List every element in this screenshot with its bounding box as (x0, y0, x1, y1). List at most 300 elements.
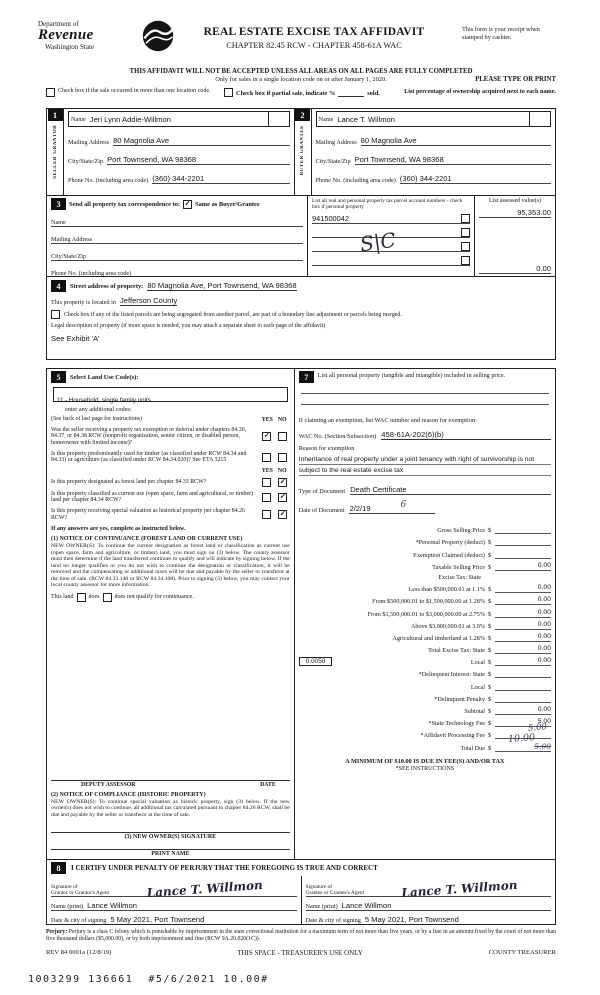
document-type-row (299, 485, 551, 495)
buyer-address-label: Mailing Address (315, 139, 357, 146)
fee-row-tier4 (299, 621, 551, 630)
fee-amount: 5.00 (495, 718, 551, 727)
county-row (51, 296, 551, 306)
fee-label: *State Technology Fee (428, 720, 485, 728)
seller-grantor-vertical-label (53, 125, 58, 179)
dollar-sign: $ (488, 551, 492, 559)
section-4-number: 4 (51, 280, 66, 292)
grantor-signature-handwriting: Lance T. Willmon (146, 877, 264, 901)
land-use-code-field[interactable] (53, 387, 288, 402)
parcel-2-personal-checkbox[interactable] (461, 228, 470, 237)
fee-row-agricultural (299, 633, 551, 642)
dollar-sign: $ (488, 634, 492, 642)
buyer-side-strip (295, 109, 312, 195)
grantor-name-print-value: Lance Willmon (87, 901, 137, 910)
handwritten-date-digit: 6 (400, 500, 407, 510)
buyer-phone-label: Phone No. (including area code) (315, 177, 396, 184)
document-date-value[interactable]: 2/2/19 (349, 504, 435, 514)
checkbox-mark: ✓ (263, 431, 270, 440)
legal-description-row (51, 323, 551, 330)
q5-no-checkbox[interactable] (278, 510, 287, 519)
seller-phone-value: (360) 344-2201 (152, 174, 289, 184)
notice-compliance-body: NEW OWNER(S): To continue special valuation as historic property, sign (3) below. If the new owner(s) does not wish to continue, all additional tax calculated pursuant to chapter 84.26 RCW, shall be due and payable by the seller or transferor at the time of sale. (51, 798, 290, 818)
assessed-values-column (474, 196, 555, 276)
fee-amount[interactable] (495, 669, 551, 678)
dollar-sign: $ (488, 610, 492, 618)
grantee-name-field[interactable] (306, 897, 552, 911)
fee-row-subtotal (299, 706, 551, 715)
additional-codes-label: enter any additional codes: (65, 406, 132, 413)
same-as-buyer-label: Same as Buyer/Grantee (195, 200, 260, 208)
land-use-select-label: Select Land Use Code(s): (70, 373, 139, 381)
fee-table (299, 522, 551, 752)
buyer-vlabel-2: GRANTEE (300, 125, 306, 154)
document-type-label: Type of Document (298, 488, 346, 495)
grantee-date-field[interactable] (306, 911, 552, 924)
affidavit-form (38, 18, 556, 957)
section-2-buyer (294, 108, 556, 196)
grantee-name-print-value: Lance Willmon (341, 901, 392, 910)
segregated-checkbox[interactable] (51, 310, 60, 319)
land-use-code-value: 11 - Household, single family units (57, 397, 151, 404)
send-correspondence-label: Send all property tax correspondence to: (69, 200, 181, 208)
fee-label: *Delinquent Penalty (434, 695, 485, 703)
correspondence-city-field[interactable] (51, 251, 303, 261)
seller-name-value: Jeri Lynn Addie-Willmon (89, 114, 171, 124)
grantee-certification-column (301, 876, 556, 924)
fee-amount[interactable] (495, 550, 551, 559)
seller-name-label: Name (71, 115, 86, 123)
assessed-value: 95,353.00 (479, 208, 551, 218)
fee-label: Above $3,000,000.01 at 3.0% (410, 622, 485, 630)
deputy-assessor-label: DEPUTY ASSESSOR (81, 781, 136, 788)
fee-label: Agricultural and timberland at 1.28% (392, 634, 485, 642)
fee-amount: 0.00 (495, 657, 551, 666)
grantor-sig-label-line1: Signature of (51, 884, 78, 890)
section-8-number: 8 (51, 862, 66, 874)
single-location-note: Only for sales in a single location code on or after January 1, 2020. (215, 76, 387, 83)
buyer-grantee-vertical-label (300, 125, 305, 175)
buyer-city-value: Port Townsend, WA 98368 (355, 155, 551, 165)
does-not-label: does not qualify for continuance. (114, 594, 194, 601)
receipt-note: This form is your receipt when stamped by cashier. (462, 26, 540, 41)
dollar-sign: $ (488, 744, 492, 752)
perjury-text: Perjury is a class C felony which is punishable by imprisonment in the state correctional institution for a maximum term of not more than five years, or by a fine in an amount fixed by the court of not more than five thousand dollars ($5,000.00), or by both imprisonment and fine (RCW 9A.20.020(1C)). (46, 929, 556, 942)
fee-label: From $500,000.01 to $1,500,000.00 at 1.28% (372, 598, 485, 606)
yes-no-header-2 (51, 468, 290, 474)
fee-amount[interactable] (495, 682, 551, 691)
grantee-signature-field[interactable] (305, 876, 552, 901)
correspondence-top-row (51, 198, 303, 210)
question-3-text: Is this property designated as forest land per chapter 84.33 RCW? (51, 478, 207, 485)
fee-row-gross (299, 525, 551, 534)
legal-description-value-row (51, 334, 551, 343)
type-or-print-note: PLEASE TYPE OR PRINT (475, 76, 556, 83)
dollar-sign: $ (488, 695, 492, 703)
correspondence-phone-field[interactable] (51, 268, 303, 277)
fee-label: Less than $500,000.01 at 1.1% (408, 586, 485, 594)
yes-no-header (260, 417, 290, 423)
buyer-phone-field[interactable] (316, 174, 551, 184)
q3-no-checkbox[interactable] (278, 478, 287, 487)
precheck-row (46, 88, 556, 106)
notice-compliance-title: (2) NOTICE OF COMPLIANCE (HISTORIC PROPERTY) (51, 791, 206, 798)
certification-header (47, 860, 555, 876)
question-4-text: Is this property classified as current use (open space, farm and agricultural, or timber) land per chapter 84.34 RCW? (51, 490, 254, 504)
personal-property-label: List all personal property (tangible and intangible) included in selling price. (317, 372, 506, 379)
question-1-text: Was the seller receiving a property tax exemption or deferral under chapters 84.36, 84.37, or 84.38 RCW (nonprofit organization, senior citizen, or disabled person, homeowner with limited income)? (51, 426, 247, 446)
notice-continuance-body: NEW OWNER(S): To continue the current designation as forest land or classification as current use (open space, farm and agriculture, or timber) land, you must sign on (3) below. The county assessor must then determine if the land transferred continues to qualify and will indicate by signing below. If the land no longer qualifies or you do not wish to continue the designation or classification, it will be removed and the compensating or additional taxes will be due and payable by the seller or transferor at the time of sale. (RCW 84.33.140 or RCW 84.34.108). Prior to signing (3) below, you may contact your local county assessor for more information. (51, 543, 290, 589)
handwritten-scribble: S|C (358, 227, 398, 257)
checkbox-mark: ✓ (279, 492, 286, 501)
grantor-signature-label (51, 884, 109, 896)
parcel-numbers-column (307, 196, 474, 276)
seller-fields (64, 109, 294, 195)
dollar-sign: $ (488, 659, 492, 667)
fee-amount: 0.00 (495, 621, 551, 630)
dollar-sign: $ (488, 683, 492, 691)
fee-row-technology-fee (299, 718, 551, 727)
dollar-sign: $ (488, 539, 492, 547)
section-1-number: 1 (48, 109, 63, 121)
section-1-seller (46, 108, 295, 196)
buyer-name-label: Name (318, 115, 334, 123)
fee-amount[interactable] (495, 694, 551, 703)
personal-property-row (299, 371, 551, 383)
correspondence-name-label: Name (51, 219, 66, 226)
multi-location-option (46, 88, 214, 97)
dollar-sign: $ (488, 708, 492, 715)
section-2-number: 2 (295, 109, 310, 121)
question-1-row (51, 427, 290, 447)
q3-yes-checkbox[interactable] (262, 478, 271, 487)
q1-yes-checkbox[interactable] (262, 432, 271, 441)
question-5-row (51, 508, 290, 521)
fee-label: *Personal Property (deduct) (415, 539, 485, 547)
fee-amount: 0.00 (495, 596, 551, 605)
department-of-label: Department of (38, 20, 79, 28)
parcel-number-value: 941500042 (312, 214, 349, 223)
land-does-checkbox[interactable] (77, 593, 86, 602)
see-back-label: (See back of last page for instructions) (51, 416, 142, 422)
document-date-label: Date of Document (298, 507, 345, 514)
q1-no-checkbox[interactable] (278, 432, 287, 441)
fee-row-personal-deduct (299, 537, 551, 546)
same-as-buyer-checkbox[interactable] (183, 200, 192, 209)
partial-sale-checkbox[interactable] (224, 88, 233, 97)
buyer-address-value: 80 Magnolia Ave (361, 136, 551, 146)
dollar-sign: $ (488, 671, 492, 679)
fee-row-taxable (299, 562, 551, 571)
fee-row-exemption-deduct (299, 550, 551, 559)
land-use-header-row (51, 371, 290, 383)
partial-sale-option (214, 88, 388, 97)
dollar-sign: $ (488, 647, 492, 655)
segregated-row (51, 310, 551, 319)
fee-amount: 0.00 (495, 562, 551, 571)
warning-line: THIS AFFIDAVIT WILL NOT BE ACCEPTED UNLESS ALL AREAS ON ALL PAGES ARE FULLY COMPLETED (129, 68, 473, 75)
fee-amount: 0.00 (495, 706, 551, 715)
if-yes-note: If any answers are yes, complete as instructed below. (51, 526, 186, 533)
handwritten-total-due: 10.00 (507, 731, 536, 745)
parcel-row-1[interactable] (312, 211, 470, 224)
checkbox-mark: ✓ (279, 477, 286, 486)
sections-5-7 (46, 368, 556, 860)
fee-label: Total Excise Tax: State (428, 647, 485, 655)
section-7-excise (294, 368, 556, 860)
treasurer-space-label: THIS SPACE - TREASURER'S USE ONLY (237, 948, 363, 957)
form-chapter: CHAPTER 82.45 RCW - CHAPTER 458-61A WAC (226, 41, 402, 50)
buyer-name-field[interactable] (316, 111, 551, 127)
grantor-name-field[interactable] (51, 897, 297, 911)
grantee-signature-handwriting: Lance T. Willmon (401, 877, 518, 901)
fee-row-delinquent-interest-state (299, 669, 551, 678)
correspondence-city-label: City/State/Zip (51, 253, 87, 260)
fee-row-total-excise-state (299, 645, 551, 654)
parcel-3-personal-checkbox[interactable] (461, 242, 470, 251)
segregated-label: Check box if any of the listed parcels are being segregated from another parcel, are part of a boundary line adjustment or parcels being merged. (64, 312, 402, 319)
partial-sale-label: Check box if partial sale, indicate % (236, 90, 336, 97)
minimum-due-note: A MINIMUM OF $10.00 IS DUE IN FEE(S) AND/OR TAX (345, 757, 505, 765)
grantee-signature-label (306, 884, 365, 896)
exemption-label: If claiming an exemption, list WAC number and reason for exemption: (298, 417, 477, 424)
form-revision-number: REV 84 0001a (12/8/19) (46, 949, 112, 957)
does-label: does (88, 594, 100, 601)
question-3-boxes (260, 478, 290, 487)
checkbox-mark: ✓ (279, 509, 286, 518)
question-2-boxes (260, 453, 290, 462)
seller-address-label: Mailing Address (68, 139, 110, 146)
footer-row (46, 949, 556, 957)
grantee-sig-label-line2: Grantee or Grantee's Agent (305, 890, 365, 896)
continuance-qualify-row (51, 593, 290, 602)
grantor-date-city-label: Date & city of signing (51, 917, 107, 924)
personal-property-blank-line-2[interactable] (301, 394, 549, 405)
yes-header: YES (261, 467, 273, 474)
grantee-sig-label-line1: Signature of (305, 884, 332, 890)
seller-ownership-percent-cell[interactable] (268, 112, 287, 126)
q2-yes-checkbox[interactable] (262, 453, 271, 462)
section-3-correspondence (46, 195, 556, 277)
seller-name-field[interactable] (68, 111, 290, 127)
print-name-caption: PRINT NAME (151, 851, 190, 857)
seller-city-label: City/State/Zip (68, 158, 104, 165)
multi-location-label: Check box if the sale occurred in more than one location code. (58, 88, 211, 94)
dor-logo-icon (142, 20, 174, 52)
question-5-text: Is this property receiving special valuation as historical property per chapter 84.26 RCW? (51, 507, 245, 521)
fee-amount[interactable] (495, 537, 551, 546)
question-4-boxes (260, 493, 290, 502)
county-treasurer-label: COUNTY TREASURER (488, 949, 556, 957)
question-3-row (51, 478, 290, 487)
q2-no-checkbox[interactable] (278, 453, 287, 462)
fee-row-tier3 (299, 609, 551, 618)
washington-state-label: Washington State (45, 43, 95, 51)
grantee-date-city-value: 5 May 2021, Port Townsend (364, 915, 459, 924)
correspondence-name-field[interactable] (51, 217, 303, 227)
dollar-sign: $ (488, 586, 492, 594)
correspondence-address-label: Mailing Address (51, 236, 93, 243)
fee-label: Local (470, 659, 485, 667)
fee-label: Taxable Selling Price (432, 563, 485, 571)
dollar-sign: $ (488, 527, 492, 535)
q5-yes-checkbox[interactable] (262, 510, 271, 519)
grantor-name-print-label: Name (print) (51, 903, 84, 910)
certification-grid (47, 876, 555, 924)
seller-address-field[interactable] (68, 136, 290, 146)
fee-amount[interactable] (495, 525, 551, 534)
seller-phone-field[interactable] (68, 174, 290, 184)
fee-label: *Affidavit Processing Fee (420, 732, 485, 740)
fee-label: *Delinquent Interest: State (418, 671, 485, 679)
fee-label: From $1,500,000.01 to $3,000,000.00 at 2.75% (367, 610, 485, 618)
grantor-date-field[interactable] (51, 911, 297, 924)
street-address-row (51, 280, 551, 292)
dollar-sign: $ (488, 622, 492, 630)
q4-no-checkbox[interactable] (278, 493, 287, 502)
fee-label: Local (470, 683, 485, 691)
grantee-name-print-label: Name (print) (305, 903, 338, 910)
fee-label: Subtotal (464, 708, 485, 715)
cashier-receipt-stamp: 1003299 136661 #5/6/2021 10.00# (28, 974, 269, 985)
parcel-1-personal-checkbox[interactable] (461, 214, 470, 223)
grantee-date-city-label: Date & city of signing (305, 917, 361, 924)
section-5-land-use (46, 368, 295, 860)
certification-statement: I CERTIFY UNDER PENALTY OF PERJURY THAT THE FOREGOING IS TRUE AND CORRECT (71, 864, 378, 872)
fee-row-tier2 (299, 596, 551, 605)
see-back-row (51, 416, 290, 423)
no-header: NO (277, 416, 287, 423)
grantor-date-city-value: 5 May 2021, Port Townsend (110, 915, 205, 924)
revenue-wordmark: Revenue (38, 27, 94, 43)
notice-continuance-title: (1) NOTICE OF CONTINUANCE (FOREST LAND OR CURRENT USE) (51, 536, 243, 543)
new-owner-signature-caption: (3) NEW OWNER(S) SIGNATURE (124, 834, 217, 840)
dor-brand (38, 20, 176, 51)
correspondence-phone-label: Phone No. (including area code) (51, 270, 132, 277)
grantor-signature-field[interactable] (51, 876, 297, 901)
correspondence-fields (47, 196, 307, 276)
question-5-boxes (260, 510, 290, 519)
question-2-text: Is this property predominantly used for timber (as classified under RCW 84.34 and 84.33) or agriculture (as classified under RCW 84.34.020)? See ETA 3215 (51, 450, 247, 464)
parcel-row-4[interactable] (312, 253, 470, 266)
local-rate-box[interactable]: 0.0050 (299, 657, 333, 666)
multi-location-checkbox[interactable] (46, 88, 55, 97)
fee-row-tier1 (299, 584, 551, 593)
grantor-sig-label-line2: Grantor or Grantor's Agent (51, 890, 110, 896)
fee-amount[interactable] (495, 731, 551, 752)
street-address-value[interactable]: 80 Magnolia Ave, Port Townsend, WA 98368 (147, 281, 297, 290)
parcel-4-personal-checkbox[interactable] (461, 256, 470, 265)
deputy-caption-row (51, 781, 290, 788)
fee-label: Excise Tax: State (438, 573, 481, 581)
seller-vlabel-2: GRANTOR (52, 125, 58, 154)
county-value[interactable]: Jefferson County (119, 296, 178, 305)
wac-row (299, 430, 551, 440)
section-4-property (46, 276, 556, 360)
form-title: REAL ESTATE EXCISE TAX AFFIDAVIT (203, 26, 425, 38)
seller-vlabel-1: SELLER (52, 155, 58, 179)
personal-property-blank-line-1[interactable] (301, 383, 549, 394)
fee-label: Gross Selling Price (437, 527, 485, 535)
question-4-row (51, 491, 290, 504)
sections-1-2 (46, 108, 556, 196)
partial-sale-percent-field[interactable] (338, 89, 364, 97)
title-block (176, 26, 452, 50)
wac-value[interactable]: 458-61A-202(6)(b) (381, 430, 551, 440)
legal-description-value[interactable]: See Exhibit 'A' (51, 333, 100, 343)
section-7-number: 7 (299, 371, 314, 383)
grantor-certification-column (47, 876, 301, 924)
document-type-value[interactable]: Death Certificate (350, 485, 551, 495)
dollar-sign: $ (488, 720, 492, 728)
buyer-address-field[interactable] (316, 136, 551, 146)
see-instructions-note: *SEE INSTRUCTIONS (395, 765, 455, 772)
subnote-row (46, 76, 556, 85)
perjury-label: Perjury: (46, 929, 68, 935)
question-2-row (51, 451, 290, 464)
q4-yes-checkbox[interactable] (262, 493, 271, 502)
fee-amount: 0.00 (495, 633, 551, 642)
ownership-note: List percentage of ownership acquired next to each name. (404, 88, 556, 95)
reason-for-exemption-value[interactable]: Inheritance of real property under a joint tenancy with right of survivorship is not subject to the real estate excise tax (299, 454, 551, 476)
fee-row-local (299, 657, 551, 666)
no-header: NO (277, 467, 287, 474)
legal-description-label: Legal description of property (if more space is needed, you may attach a separate sheet to each page of the affidavit) (51, 323, 326, 329)
assessed-values-header: List assessed value(s) (489, 198, 541, 204)
land-does-not-checkbox[interactable] (103, 593, 112, 602)
wac-label: WAC No. (Section/Subsection) (298, 433, 377, 440)
reason-for-exemption-label: Reason for exemption (298, 445, 355, 452)
seller-side-strip (47, 109, 64, 195)
assessed-value-total: 0.00 (479, 264, 551, 274)
seller-phone-label: Phone No. (including area code) (68, 177, 149, 184)
dollar-sign: $ (488, 598, 492, 606)
fee-amount: 0.00 (495, 584, 551, 593)
parcel-header: List all real and personal property tax parcel account numbers - check box if personal property (312, 198, 463, 210)
buyer-phone-value: (360) 344-2201 (400, 174, 551, 184)
street-address-label: Street address of property: (70, 282, 144, 290)
seller-city-field[interactable] (68, 155, 290, 165)
buyer-city-label: City/State/Zip (315, 158, 351, 165)
fee-amount: 0.00 (495, 609, 551, 618)
partial-sale-sold-label: sold. (367, 90, 380, 97)
buyer-fields (312, 109, 555, 195)
handwritten-struck-amount: 5.00 (534, 741, 551, 751)
seller-city-value: Port Townsend, WA 98368 (107, 155, 289, 165)
dollar-sign: $ (488, 563, 492, 571)
fee-row-delinquent-interest-local (299, 682, 551, 691)
correspondence-address-field[interactable] (51, 234, 303, 244)
dollar-sign: $ (488, 732, 492, 740)
fee-amount: 0.00 (495, 645, 551, 654)
question-1-boxes (260, 432, 290, 441)
section-8-certification (46, 859, 556, 925)
section-5-number: 5 (51, 371, 66, 383)
fee-row-delinquent-penalty (299, 694, 551, 703)
buyer-name-value: Lance T. Willmon (337, 114, 396, 124)
fee-label: Exemption Claimed (deduct) (413, 551, 485, 559)
fee-row-excise-state-header (299, 574, 551, 581)
date-label: DATE (260, 781, 276, 788)
fee-label: Total Due (460, 744, 485, 752)
header (38, 18, 556, 66)
handwritten-affidavit-fee: 5.00 (527, 722, 548, 735)
deputy-assessor-block (51, 766, 290, 858)
yes-header: YES (261, 416, 273, 423)
buyer-city-field[interactable] (316, 155, 551, 165)
perjury-paragraph (46, 929, 556, 943)
buyer-ownership-percent-cell[interactable] (529, 112, 548, 126)
